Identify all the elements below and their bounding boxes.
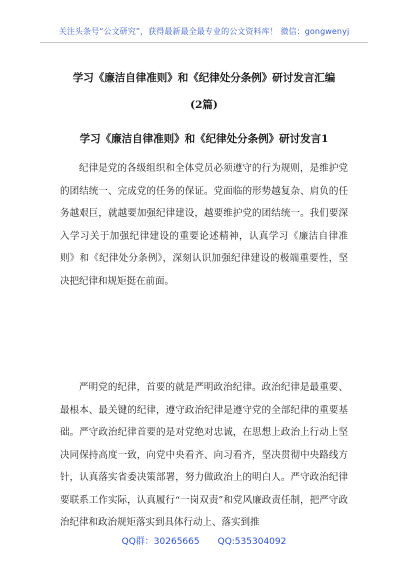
- section-title: 学习《廉洁自律准则》和《纪律处分条例》研讨发言1: [79, 133, 329, 145]
- body-paragraph: 纪律是党的各级组织和全体党员必须遵守的行为规则，是维护党的团结统一、完成党的任务的保证。党面临的形势越复杂、肩负的任务越艰巨，就越要加强纪律建设，越要维护党的团结统一。我们要深入学习关于加强纪律建设的重要论述精神，认真学习《廉洁自律准则》和《纪律处分条例》，深刻认识加强纪律建设的极端重要性，坚决把纪律和规矩挺在前面。: [60, 163, 348, 287]
- header-promo-note: 关注头条号“公文研究”，获得最新最全最专业的公文资料库！ 微信：gongwenyj: [58, 27, 350, 36]
- header-divider: [40, 42, 368, 43]
- document-title: 学习《廉洁自律准则》和《纪律处分条例》研讨发言汇编: [72, 72, 336, 84]
- footer-qq-group: QQ群：30265665: [121, 537, 200, 547]
- body-paragraph: 严明党的纪律，首要的就是严明政治纪律。政治纪律是最重要、最根本、最关键的纪律，遵守政治纪律是遵守党的全部纪律的重要基础。严守政治纪律首要的是对党绝对忠诚，在思想上政治上行动上坚决同保持高度一致，向党中央看齐、向习看齐，坚决贯彻中央路线方针，认真落实省委决策部署，努力做政治上的明白人。严守政治纪律要联系工作实际，认真履行“一岗双责”和党风廉政责任制，把严守政治纪律和政治规矩落实到具体行动上、落实到推: [60, 382, 348, 528]
- footer-contact: [0, 534, 408, 547]
- document-count: (2篇): [190, 99, 218, 111]
- footer-qq-number: QQ:535304092: [217, 537, 287, 547]
